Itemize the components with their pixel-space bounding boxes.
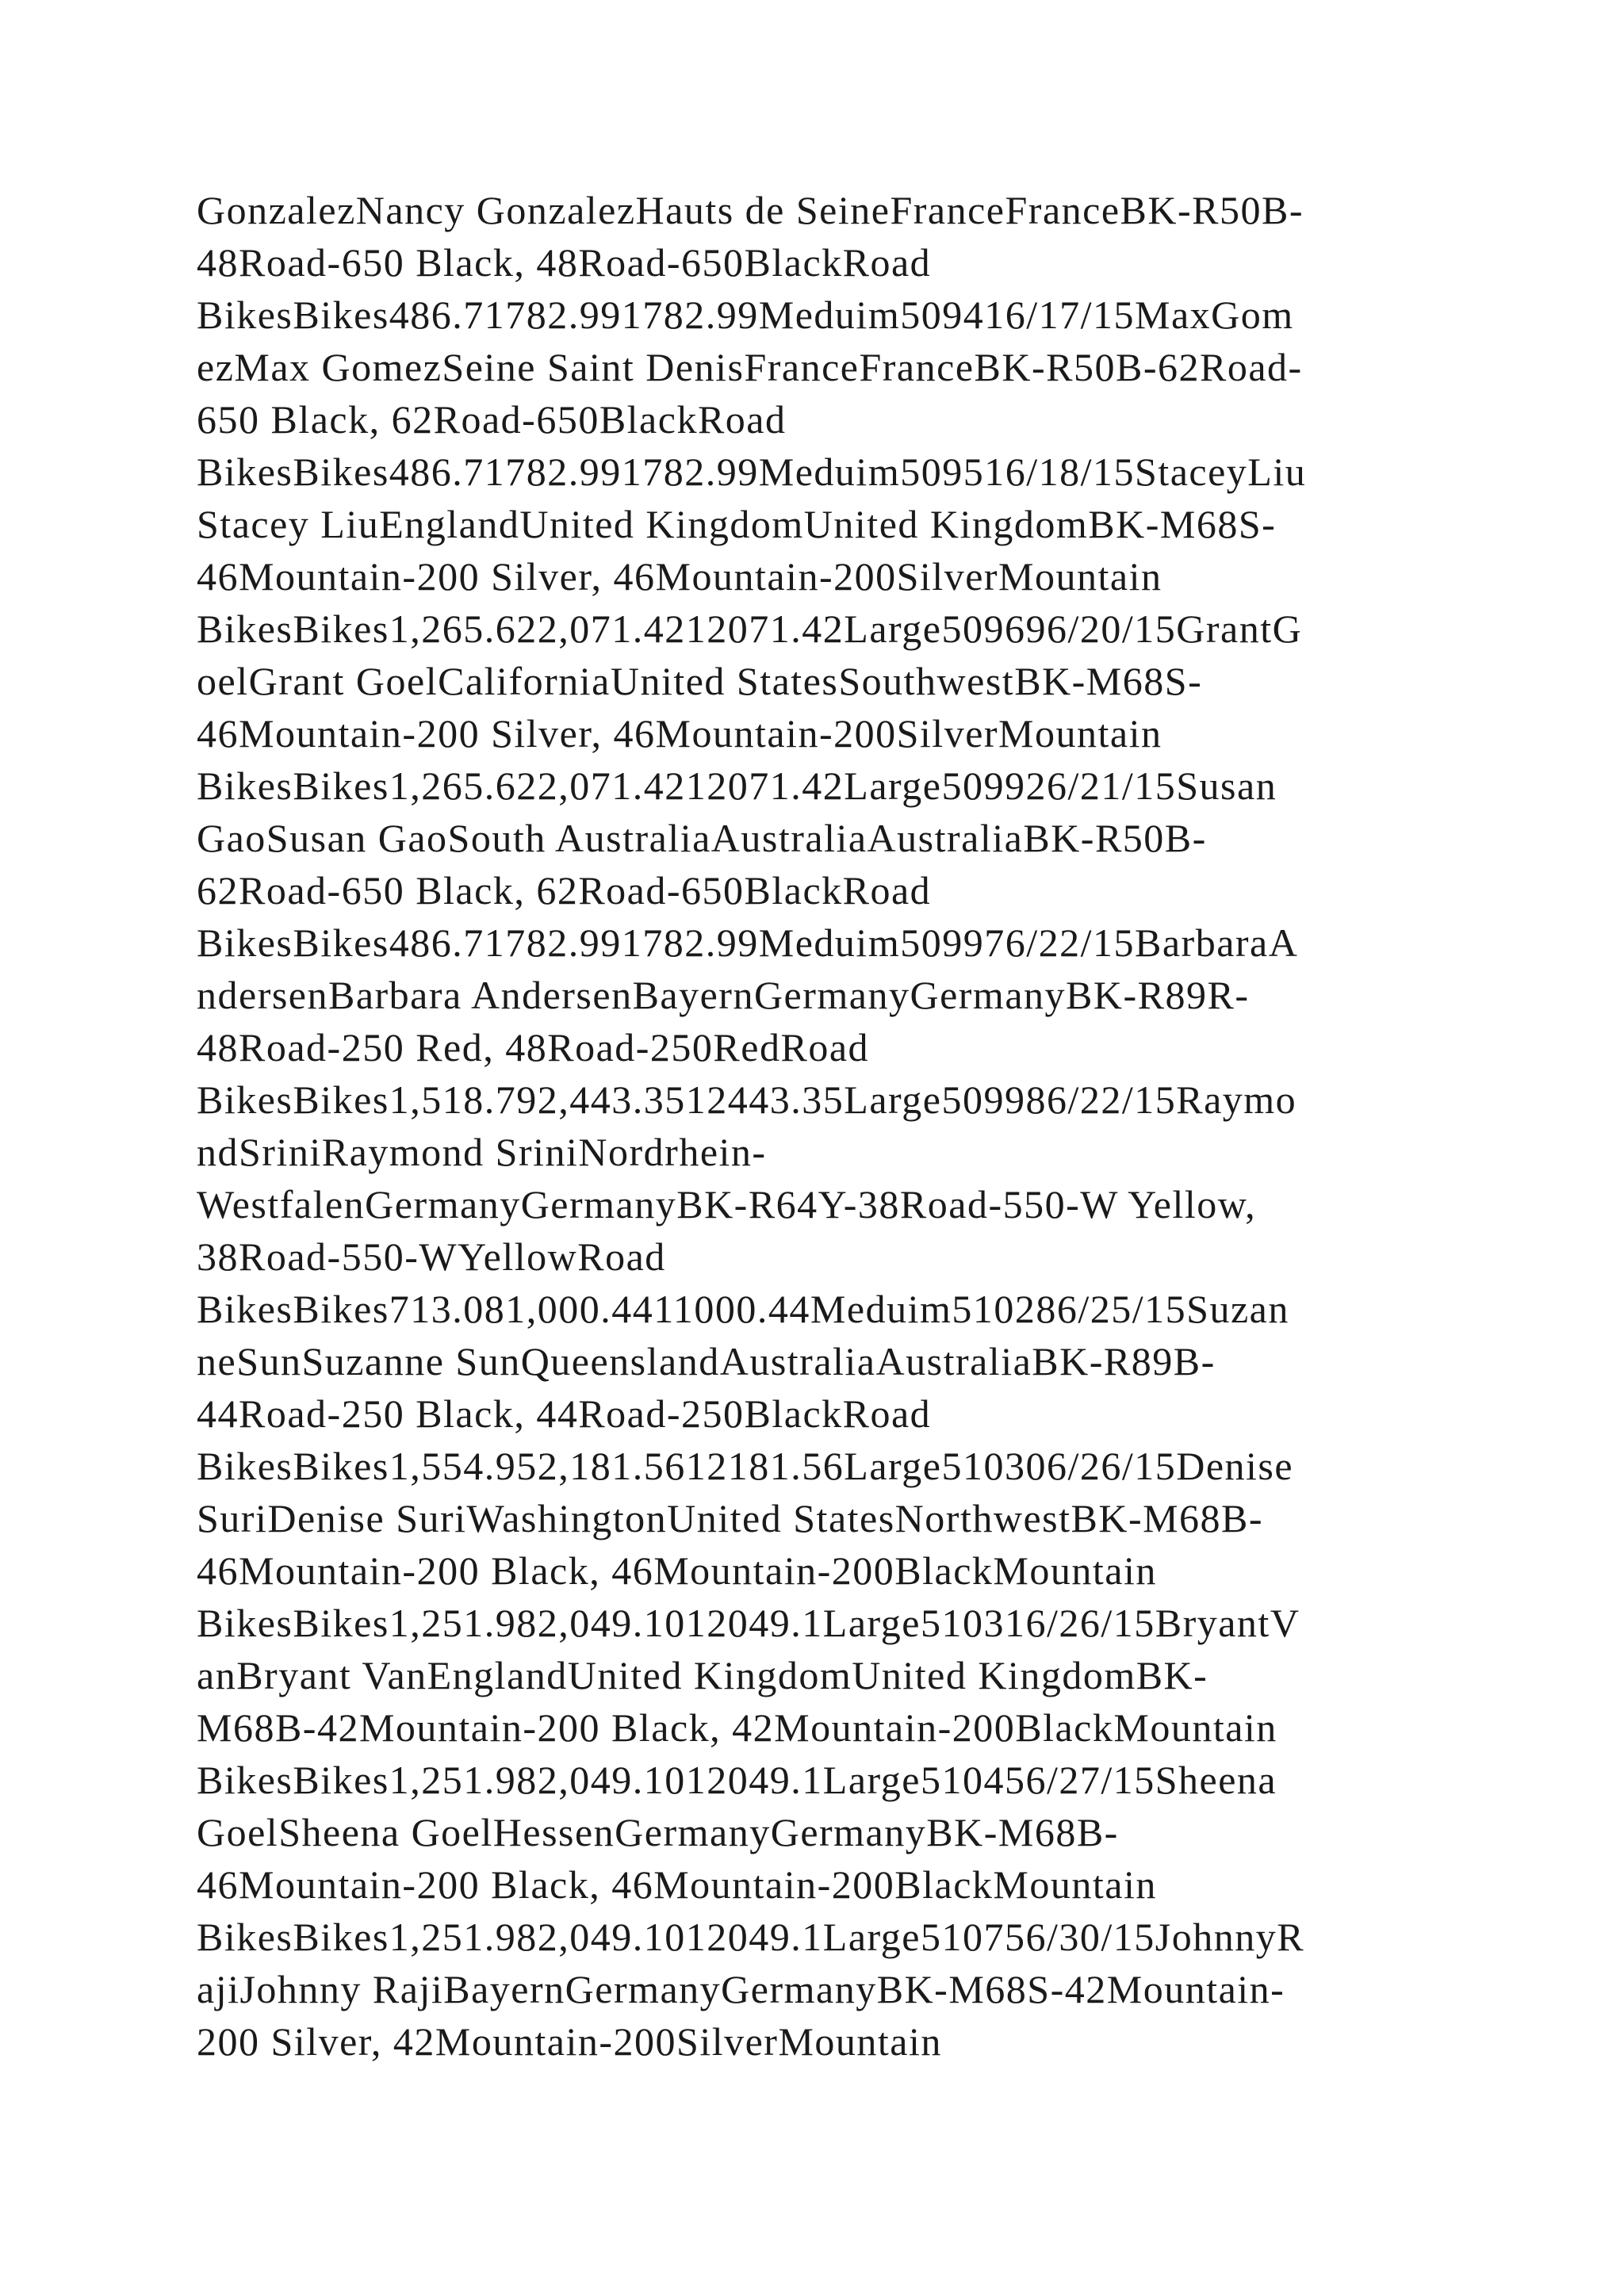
text-line: 200 Silver, 42Mountain-200SilverMountain	[197, 2019, 942, 2064]
text-line: BikesBikes1,518.792,443.3512443.35Large509986/22/15Raymo	[197, 1077, 1297, 1122]
text-line: 38Road-550-WYellowRoad	[197, 1234, 666, 1279]
text-line: 48Road-650 Black, 48Road-650BlackRoad	[197, 240, 932, 285]
text-line: 46Mountain-200 Silver, 46Mountain-200SilverMountain	[197, 711, 1162, 756]
text-line: M68B-42Mountain-200 Black, 42Mountain-200BlackMountain	[197, 1705, 1277, 1750]
text-line: anBryant VanEnglandUnited KingdomUnited KingdomBK-	[197, 1653, 1208, 1697]
text-line: BikesBikes713.081,000.4411000.44Meduim510286/25/15Suzan	[197, 1287, 1289, 1331]
text-line: ajiJohnny RajiBayernGermanyGermanyBK-M68S-42Mountain-	[197, 1967, 1285, 2011]
text-line: 46Mountain-200 Black, 46Mountain-200BlackMountain	[197, 1548, 1157, 1593]
text-line: ndSriniRaymond SriniNordrhein-	[197, 1130, 767, 1174]
text-line: GaoSusan GaoSouth AustraliaAustraliaAustraliaBK-R50B-	[197, 816, 1207, 860]
text-line: oelGrant GoelCaliforniaUnited StatesSouthwestBK-M68S-	[197, 659, 1203, 703]
text-line: 650 Black, 62Road-650BlackRoad	[197, 397, 787, 442]
text-line: BikesBikes1,265.622,071.4212071.42Large509926/21/15Susan	[197, 763, 1277, 808]
text-line: 62Road-650 Black, 62Road-650BlackRoad	[197, 868, 932, 913]
text-line: BikesBikes1,251.982,049.1012049.1Large510456/27/15Sheena	[197, 1758, 1277, 1802]
text-line: BikesBikes1,554.952,181.5612181.56Large510306/26/15Denise	[197, 1444, 1294, 1488]
text-line: BikesBikes486.71782.991782.99Meduim509516/18/15StaceyLiu	[197, 450, 1307, 494]
text-line: GonzalezNancy GonzalezHauts de SeineFranceFranceBK-R50B-	[197, 188, 1304, 232]
text-line: BikesBikes486.71782.991782.99Meduim509416/17/15MaxGom	[197, 293, 1294, 337]
text-line: 46Mountain-200 Black, 46Mountain-200BlackMountain	[197, 1862, 1157, 1907]
document-body-text	[197, 184, 1481, 2068]
text-line: SuriDenise SuriWashingtonUnited StatesNorthwestBK-M68B-	[197, 1496, 1264, 1540]
text-line: BikesBikes486.71782.991782.99Meduim509976/22/15BarbaraA	[197, 920, 1299, 965]
text-line: Stacey LiuEnglandUnited KingdomUnited KingdomBK-M68S-	[197, 502, 1277, 546]
text-line: neSunSuzanne SunQueenslandAustraliaAustraliaBK-R89B-	[197, 1339, 1216, 1383]
text-line: 46Mountain-200 Silver, 46Mountain-200SilverMountain	[197, 554, 1162, 599]
text-line: BikesBikes1,265.622,071.4212071.42Large509696/20/15GrantG	[197, 607, 1303, 651]
text-line: 44Road-250 Black, 44Road-250BlackRoad	[197, 1391, 932, 1436]
text-line: BikesBikes1,251.982,049.1012049.1Large510756/30/15JohnnyR	[197, 1915, 1305, 1959]
text-line: ezMax GomezSeine Saint DenisFranceFranceBK-R50B-62Road-	[197, 345, 1303, 389]
text-line: WestfalenGermanyGermanyBK-R64Y-38Road-550-W Yellow,	[197, 1182, 1257, 1226]
text-line: GoelSheena GoelHessenGermanyGermanyBK-M68B-	[197, 1810, 1119, 1854]
text-line: BikesBikes1,251.982,049.1012049.1Large510316/26/15BryantV	[197, 1601, 1300, 1645]
text-line: 48Road-250 Red, 48Road-250RedRoad	[197, 1025, 870, 1070]
text-line: ndersenBarbara AndersenBayernGermanyGermanyBK-R89R-	[197, 973, 1250, 1017]
